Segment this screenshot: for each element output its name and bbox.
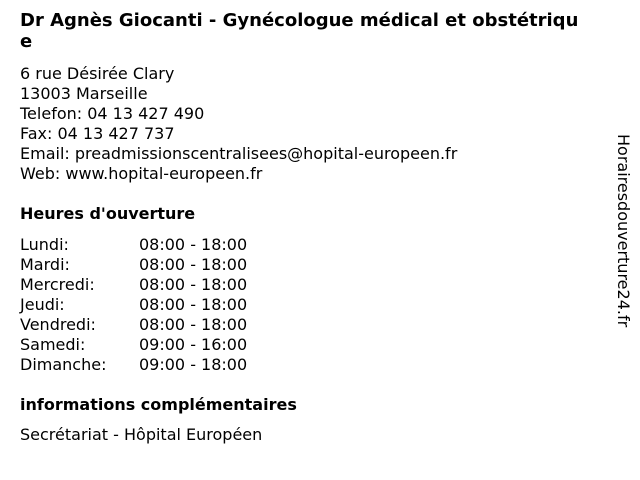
day-label: Mardi: <box>20 255 70 274</box>
site-brand-vertical: Horairesdouverture24.fr <box>614 134 633 328</box>
phone-number: Telefon: 04 13 427 490 <box>20 104 205 123</box>
hours-row-friday <box>20 315 247 335</box>
time-range: 08:00 - 18:00 <box>139 255 248 274</box>
time-range: 09:00 - 16:00 <box>139 335 248 354</box>
time-range: 08:00 - 18:00 <box>139 295 248 314</box>
hours-row-monday <box>20 235 247 255</box>
practice-details <box>20 10 580 445</box>
time-range: 09:00 - 18:00 <box>139 355 248 374</box>
time-range: 08:00 - 18:00 <box>139 235 248 254</box>
hours-row-tuesday <box>20 255 247 275</box>
day-label: Samedi: <box>20 335 86 354</box>
hours-row-sunday <box>20 355 247 375</box>
hours-row-saturday <box>20 335 247 355</box>
day-label: Dimanche: <box>20 355 107 374</box>
time-range: 08:00 - 18:00 <box>139 315 248 334</box>
hours-row-thursday <box>20 295 247 315</box>
contact-block <box>20 64 580 184</box>
time-range: 08:00 - 18:00 <box>139 275 248 294</box>
fax-number: Fax: 04 13 427 737 <box>20 124 175 143</box>
address-city: 13003 Marseille <box>20 84 148 103</box>
page-title: Dr Agnès Giocanti - Gynécologue médical et obstétrique <box>20 10 579 52</box>
day-label: Lundi: <box>20 235 69 254</box>
day-label: Jeudi: <box>20 295 65 314</box>
additional-info-heading: informations complémentaires <box>20 395 297 414</box>
opening-hours-table <box>20 235 247 375</box>
email-address: Email: preadmissionscentralisees@hopital-europeen.fr <box>20 144 458 163</box>
opening-hours-heading: Heures d'ouverture <box>20 204 196 223</box>
website-address: Web: www.hopital-europeen.fr <box>20 164 263 183</box>
address-street: 6 rue Désirée Clary <box>20 64 175 83</box>
day-label: Vendredi: <box>20 315 96 334</box>
additional-info-text: Secrétariat - Hôpital Européen <box>20 425 263 444</box>
hours-row-wednesday <box>20 275 247 295</box>
day-label: Mercredi: <box>20 275 95 294</box>
